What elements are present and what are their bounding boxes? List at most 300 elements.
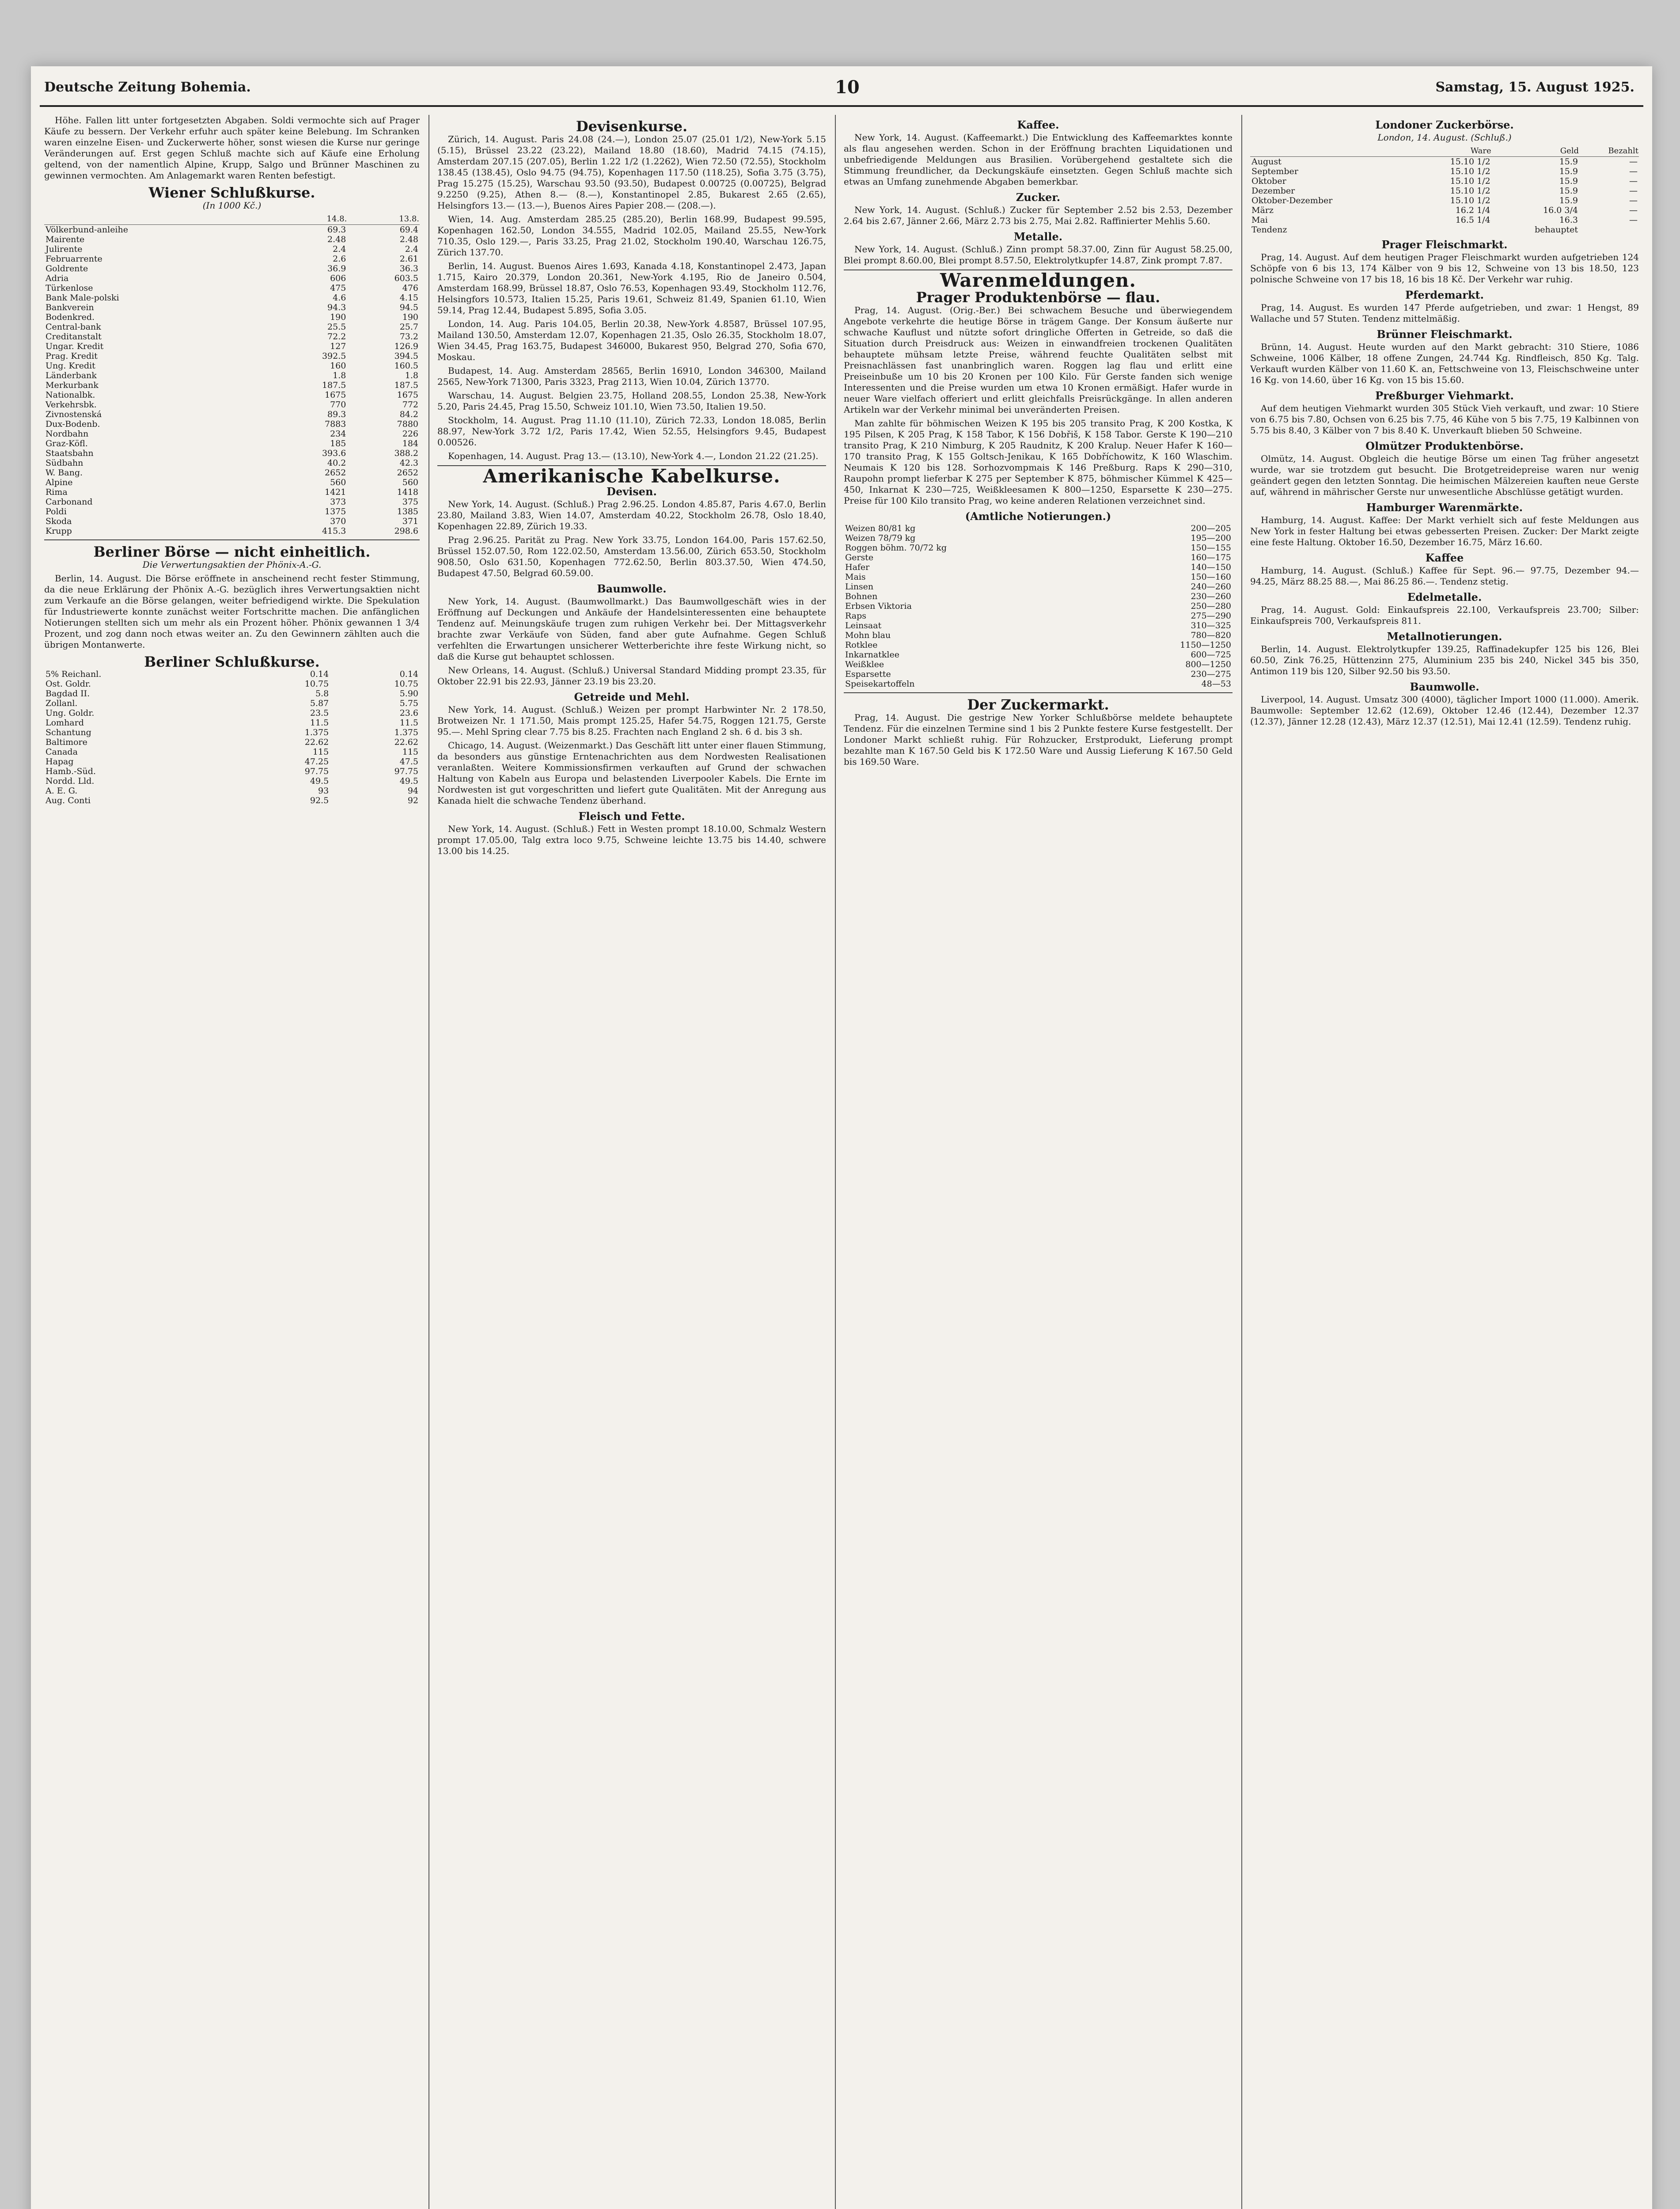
row-label: Bank Male-polski — [46, 293, 119, 303]
new-orleans-text: New Orleans, 14. August. (Schluß.) Universal Standard Midding prompt 23.35, für Oktober 22.91 bis 22.93, Jänner 23.19 bis 23.20. — [437, 665, 826, 687]
notierung-row — [844, 543, 1233, 553]
header-rule — [40, 105, 1643, 107]
row-value: 375 — [402, 497, 418, 507]
londoner-zucker-row — [1250, 176, 1639, 186]
row-value: 187.5 — [394, 380, 418, 390]
wien-quote-row — [44, 507, 420, 516]
zucker-text: New York, 14. August. (Schluß.) Zucker für September 2.52 bis 2.53, Dezember 2.64 bis 2.67, Jänner 2.66, März 2.73 bis 2.75, Mai 2.82. Raffinierter Mehlis 5.60. — [844, 205, 1233, 226]
row-value: 800—1250 — [1185, 660, 1231, 669]
row-label: Mais — [845, 572, 866, 582]
column-rule — [835, 115, 836, 2209]
row-value: — — [1629, 215, 1638, 225]
row-label: Inkarnatklee — [845, 650, 899, 660]
row-label: Prag. Kredit — [46, 351, 98, 361]
wien-col-head: 14.8. — [275, 214, 348, 225]
notierung-row — [844, 592, 1233, 601]
row-value: 250—280 — [1191, 601, 1231, 611]
row-value: 190 — [330, 312, 346, 322]
row-value: 11.5 — [399, 718, 418, 728]
row-label: W. Bang. — [46, 468, 83, 478]
wien-quote-row — [44, 448, 420, 458]
zuckermarkt-title: Der Zuckermarkt. — [967, 696, 1109, 713]
row-label: Merkurbank — [46, 380, 99, 390]
notierung-title: (Amtliche Notierungen.) — [965, 510, 1111, 523]
row-value: 89.3 — [327, 410, 346, 419]
row-value: 1418 — [397, 487, 418, 497]
berlin-quote-row — [44, 757, 420, 767]
row-value: 0.14 — [399, 669, 418, 679]
baumwolle-liverpool-text: Liverpool, 14. August. Umsatz 300 (4000), täglicher Import 1000 (11.000). Amerik. Baumwolle: September 12.62 (12.69), Oktober 12.46 (12.44), Dezember 12.37 (12.37), Jänner 12.28 (12.43), März 12.37 (12.51), Mai 12.41 (12.59). Tendenz ruhig. — [1250, 694, 1639, 727]
berlin-quote-row — [44, 776, 420, 786]
row-value: 23.6 — [399, 708, 418, 718]
berlin-quote-row — [44, 796, 420, 805]
notierung-row — [844, 524, 1233, 533]
notierung-row — [844, 533, 1233, 543]
row-value: 476 — [402, 283, 418, 293]
row-value: 1.8 — [405, 371, 418, 380]
row-label: September — [1251, 167, 1298, 176]
hamburg-title: Hamburger Warenmärkte. — [1366, 501, 1523, 514]
row-label: Speisekartoffeln — [845, 679, 915, 689]
row-value: 373 — [330, 497, 346, 507]
row-value: 97.75 — [394, 767, 418, 776]
notierung-row — [844, 582, 1233, 592]
row-label: Gerste — [845, 553, 874, 562]
row-label: Carbonand — [46, 497, 93, 507]
row-value: — — [1629, 196, 1638, 205]
row-value: 16.0 3/4 — [1543, 205, 1578, 215]
wien-quote-row — [44, 264, 420, 273]
row-label: Verkehrsbk. — [46, 400, 97, 410]
wien-subtitle: (In 1000 Kč.) — [202, 200, 262, 211]
devisen-paragraph: Zürich, 14. August. Paris 24.08 (24.—), London 25.07 (25.01 1/2), New-York 5.15 (5.15), Brüssel 23.22 (23.22), Mailand 18.80 (18.60), Madrid 74.15 (74.15), Amsterdam 207.15 (207.05), Berlin 1.22 1/2 (1.2262), Wien 72.50 (72.55), Stockholm 138.45 (138.45), Oslo 94.75 (94.75), Kopenhagen 117.50 (118.25), Sofia 3.75 (3.75), Prag 15.275 (15.25), Warschau 93.50 (93.50), Budapest 0.00725 (0.00725), Belgrad 9.2250 (9.25), Athen 8.— (8.—), Konstantinopel 2.85, Bukarest 2.65 (2.65), Helsingfors 13.— (13.—), Buenos Aires Papier 208.— (208.—). — [437, 134, 826, 211]
row-label: Lomhard — [46, 718, 84, 728]
row-value: 560 — [330, 478, 346, 487]
zuckermarkt-text: Prag, 14. August. Die gestrige New Yorker Schlußbörse meldete behauptete Tendenz. Für die einzelnen Termine sind 1 bis 2 Punkte festere Kurse festgestellt. Der Londoner Markt schließt ruhig. Für Rohzucker, Erstprodukt, Lieferung prompt bezahlte man K 167.50 Geld bis K 172.50 Ware und Aussig Lieferung K 167.50 Geld bis 169.50 Ware. — [844, 712, 1233, 767]
devisen-paragraph: Wien, 14. Aug. Amsterdam 285.25 (285.20), Berlin 168.99, Budapest 99.595, Kopenhagen 162.50, London 34.555, Madrid 102.05, Mailand 25.55, New-York 710.35, Oslo 129.—, Paris 33.25, Prag 21.02, Stockholm 190.40, Warschau 126.75, Zürich 137.70. — [437, 214, 826, 258]
row-label: Februarrente — [46, 254, 102, 264]
fleisch-head: Fleisch und Fette. — [578, 810, 685, 823]
notierung-row — [844, 572, 1233, 582]
row-label: Rima — [46, 487, 68, 497]
row-value: 2.4 — [333, 244, 346, 254]
row-value: 72.2 — [327, 332, 346, 342]
devisen-paragraph: London, 14. Aug. Paris 104.05, Berlin 20.38, New-York 4.8587, Brüssel 107.95, Mailand 130.50, Amsterdam 12.07, Kopenhagen 21.35, Oslo 26.35, Stockholm 18.07, Wien 34.45, Prag 163.75, Budapest 346000, Bukarest 950, Belgrad 270, Sofia 670, Moskau. — [437, 319, 826, 362]
row-label: Oktober-Dezember — [1251, 196, 1333, 205]
wien-quote-row — [44, 283, 420, 293]
row-value: 187.5 — [322, 380, 346, 390]
row-value: 36.9 — [327, 264, 346, 273]
berlin-quote-row — [44, 718, 420, 728]
row-label: Hapag — [46, 757, 74, 767]
row-value: 1.375 — [304, 728, 329, 737]
kaffee-text: New York, 14. August. (Kaffeemarkt.) Die Entwicklung des Kaffeemarktes konnte als flau angesehen werden. Schon in der Eröffnung brachten Liquidationen und unbefriedigende Meldungen aus Brasilien. Vorübergehend gestaltete sich die Stimmung freundlicher, da Deckungskäufe einsetzten. Gegen Schluß machte sich etwas an Umfang zunehmende Abgaben bemerkbar. — [844, 132, 1233, 187]
notierung-row — [844, 621, 1233, 630]
row-label: Nordbahn — [46, 429, 89, 439]
row-value: 150—155 — [1191, 543, 1231, 553]
column-4 — [1250, 115, 1639, 2209]
row-value: 4.6 — [333, 293, 346, 303]
row-value: 772 — [402, 400, 418, 410]
row-label: Südbahn — [46, 458, 83, 468]
row-value: 69.4 — [399, 225, 418, 235]
row-value: 603.5 — [394, 273, 418, 283]
wien-quote-row — [44, 342, 420, 351]
row-label: Zollanl. — [46, 698, 78, 708]
row-value: 370 — [330, 516, 346, 526]
berlin-title: Berliner Börse — nicht einheitlich. — [93, 543, 371, 560]
row-value: 190 — [402, 312, 418, 322]
notierung-row — [844, 562, 1233, 572]
row-value: 25.7 — [399, 322, 418, 332]
row-value: 0.14 — [310, 669, 329, 679]
berlin-table — [44, 669, 420, 805]
pferdemarkt-title: Pferdemarkt. — [1405, 288, 1484, 301]
row-value: 2.48 — [327, 235, 346, 244]
row-label: Mohn blau — [845, 630, 891, 640]
row-label: Schantung — [46, 728, 91, 737]
row-label: Linsen — [845, 582, 874, 592]
row-value: 184 — [402, 439, 418, 448]
berlin-close-title: Berliner Schlußkurse. — [144, 653, 320, 670]
baumwolle-title: Baumwolle. — [1410, 680, 1479, 693]
row-label: Canada — [46, 747, 78, 757]
metalle-head: Metalle. — [1013, 230, 1063, 243]
fleischmarkt-title: Prager Fleischmarkt. — [1381, 238, 1508, 251]
row-label: Mai — [1251, 215, 1268, 225]
row-label: Alpine — [46, 478, 73, 487]
row-value: 47.5 — [399, 757, 418, 767]
berlin-quote-row — [44, 708, 420, 718]
column-2 — [437, 115, 826, 2209]
row-label: Türkenlose — [46, 283, 93, 293]
notierung-row — [844, 640, 1233, 650]
baumwolle-text: New York, 14. August. (Baumwollmarkt.) Das Baumwollgeschäft wies in der Eröffnung auf Deckungen und Ankäufe der Handelsinteressenten eine behauptete Tendenz auf. Meinungskäufe trugen zum ruhigen Verkehr bei. Der Mittagsverkehr brachte zwar Verkäufe von Süden, fand aber gute Aufnahme. Gegen Schluß verfehlten die Erwartungen unsicherer Wetterberichte ihre feste Wirkung nicht, so daß die Kurse gut behauptet schlossen. — [437, 596, 826, 662]
warenmeldungen-title: Warenmeldungen. — [940, 269, 1136, 291]
edelmetalle-text: Prag, 14. August. Gold: Einkaufspreis 22.100, Verkaufspreis 23.700; Silber: Einkaufspreis 700, Verkaufspreis 811. — [1250, 604, 1639, 626]
row-value: 475 — [330, 283, 346, 293]
row-value: 115 — [312, 747, 329, 757]
wien-quote-row — [44, 312, 420, 322]
row-label: Esparsette — [845, 669, 891, 679]
amk-devisen-head: Devisen. — [607, 485, 657, 498]
row-value: 560 — [402, 478, 418, 487]
devisen-paragraph: Stockholm, 14. August. Prag 11.10 (11.10), Zürich 72.33, London 18.085, Berlin 88.97, New-York 3.72 1/2, Paris 17.42, Wien 52.55, Helsingfors 9.45, Budapest 0.00526. — [437, 415, 826, 448]
row-value: 371 — [402, 516, 418, 526]
row-value: 127 — [330, 342, 346, 351]
londoner-zucker-row — [1250, 157, 1639, 167]
row-value: 15.10 1/2 — [1450, 176, 1490, 186]
row-label: Zivnostenská — [46, 410, 102, 419]
row-value: 49.5 — [310, 776, 329, 786]
row-value: 160.5 — [394, 361, 418, 371]
metallnotierungen-title: Metallnotierungen. — [1387, 630, 1502, 643]
wien-quote-row — [44, 487, 420, 497]
wien-quote-row — [44, 478, 420, 487]
berlin-quote-row — [44, 767, 420, 776]
row-value: 226 — [402, 429, 418, 439]
market-intro: Höhe. Fallen litt unter fortgesetzten Abgaben. Soldi vermochte sich auf Prager Käufe zu bessern. Der Verkehr erfuhr auch später keine Belebung. Im Schranken waren einzelne Eisen- und Zuckerwerte höher, sonst wiesen die Kurse nur geringe Veränderungen auf. Erst gegen Schluß machte sich auf Käufe eine Erholung geltend, von der namentlich Alpine, Krupp, Salgo und Brünner Maschinen zu gewinnen vermochten. Am Anlagemarkt waren Renten befestigt. — [44, 115, 420, 181]
row-value: 7880 — [397, 419, 418, 429]
row-label: Central-bank — [46, 322, 101, 332]
row-label: Krupp — [46, 526, 72, 536]
lz-col-head: Geld — [1492, 146, 1579, 157]
row-value — [1410, 225, 1491, 235]
column-1 — [44, 115, 420, 2209]
fleischmarkt-text: Prag, 14. August. Auf dem heutigen Prager Fleischmarkt wurden aufgetrieben 124 Schöpfe von 6 bis 13, 174 Kälber von 9 bis 12, Schweine von 13 bis 18.50, 123 polnische Schweine von 17 bis 18, 16 bis 18 Kč. Der Verkehr war ruhig. — [1250, 252, 1639, 285]
notierung-table — [844, 524, 1233, 689]
berlin-quote-row — [44, 679, 420, 689]
row-label: Völkerbund-anleihe — [46, 225, 128, 235]
kaffee-title: Kaffee — [1425, 551, 1464, 564]
notierung-row — [844, 669, 1233, 679]
row-label: Adria — [46, 273, 69, 283]
newspaper-page — [31, 66, 1652, 2209]
row-value: 84.2 — [399, 410, 418, 419]
wien-quote-row — [44, 390, 420, 400]
edelmetalle-title: Edelmetalle. — [1407, 591, 1482, 603]
produkten-paragraph: Man zahlte für böhmischen Weizen K 195 bis 205 transito Prag, K 200 Kostka, K 195 Pilsen, K 205 Prag, K 158 Tabor, K 156 Dobřiš, K 158 Tabor. Gerste K 190—210 transito Prag, K 210 Nimburg, K 205 Raudnitz, K 200 Kralup. Neuer Hafer K 160—170 transito Prag, K 155 Goltsch-Jenikau, K 165 Dobříchowitz, K 160 Wlaschim. Neumais K 120 bis 128. Sorhozvompmais K 146 Preßburg. Raps K 290—310, Raupohn prompt lieferbar K 275 per September K 875, böhmischer Kümmel K 425—450, Inkarnat K 230—725, Weißkleesamen K 800—1250, Esparsette K 230—275. Preise für 100 Kilo transito Prag, wo keine anderen Relationen verzeichnet sind. — [844, 418, 1233, 506]
row-value: 48—53 — [1201, 679, 1231, 689]
row-value: 115 — [402, 747, 418, 757]
row-label: Julirente — [46, 244, 83, 254]
berlin-text: Berlin, 14. August. Die Börse eröffnete in anscheinend recht fester Stimmung, da die neue Erklärung der Phönix A.-G. bezüglich ihres Verwertungsaktien nicht zum Verkaufe an die Börse gelangen, weiter befriedigend wirkte. Die Spekulation für Industriewerte konnte zunächst weiter Fortschritte machen. Die anfänglichen Notierungen stellten sich um mehr als ein Prozent höher. Phönix gewannen 1 3/4 Prozent, und zog dann noch etwas weiter an. Zu den Gewinnern zählten auch die übrigen Montanwerte. — [44, 573, 420, 650]
londoner-zucker-row — [1250, 225, 1639, 235]
notierung-row — [844, 601, 1233, 611]
row-label: Erbsen Viktoria — [845, 601, 912, 611]
row-value: 42.3 — [399, 458, 418, 468]
row-value: 49.5 — [399, 776, 418, 786]
row-value: 73.2 — [399, 332, 418, 342]
row-label: Bankverein — [46, 303, 94, 312]
row-value: 5.90 — [399, 689, 418, 698]
row-label: Bodenkred. — [46, 312, 95, 322]
row-value: 1385 — [397, 507, 418, 516]
wien-col-head: 13.8. — [347, 214, 420, 225]
row-label: Graz-Köfl. — [46, 439, 88, 448]
olmuetz-title: Olmützer Produktenbörse. — [1365, 440, 1524, 452]
pressburg-text: Auf dem heutigen Viehmarkt wurden 305 Stück Vieh verkauft, und zwar: 10 Stiere von 6.75 bis 7.80, Ochsen von 6.25 bis 7.75, 46 Kühe von 5 bis 7.75, 19 Kalbinnen von 5.75 bis 8.40, 3 Kälber von 7 bis 8.40 K. Unverkauft blieben 50 Schweine. — [1250, 403, 1639, 436]
row-value: 185 — [330, 439, 346, 448]
wien-quote-row — [44, 273, 420, 283]
issue-date: Samstag, 15. August 1925. — [1435, 80, 1634, 95]
wien-quote-row — [44, 458, 420, 468]
row-value: 2.6 — [333, 254, 346, 264]
row-value: 69.3 — [327, 225, 346, 235]
amk-paragraph: Prag 2.96.25. Parität zu Prag. New York 33.75, London 164.00, Paris 157.62.50, Brüssel 152.07.50, Rom 122.02.50, Amsterdam 13.56.00, Zürich 653.50, Stockholm 908.50, Oslo 631.50, Kopenhagen 772.62.50, Berlin 803.37.50, Wien 474.50, Budapest 47.50, Belgrad 60.59.00. — [437, 535, 826, 578]
row-value: 140—150 — [1191, 562, 1231, 572]
row-value: 16.2 1/4 — [1455, 205, 1490, 215]
row-label: August — [1251, 157, 1282, 167]
row-label: Oktober — [1251, 176, 1286, 186]
row-value: 393.6 — [322, 448, 346, 458]
row-label: Weizen 80/81 kg — [845, 524, 916, 533]
berlin-quote-row — [44, 786, 420, 796]
row-value: 600—725 — [1191, 650, 1231, 660]
row-value: 16.5 1/4 — [1455, 215, 1490, 225]
row-value: 160 — [330, 361, 346, 371]
kaffee-hamburg-text: Hamburg, 14. August. (Schluß.) Kaffee für Sept. 96.— 97.75, Dezember 94.— 94.25, März 88.25 88.—, Mai 86.25 86.—. Tendenz stetig. — [1250, 565, 1639, 587]
berlin-quote-row — [44, 669, 420, 679]
row-label: Creditanstalt — [46, 332, 102, 342]
hamburg-text: Hamburg, 14. August. Kaffee: Der Markt verhielt sich auf feste Meldungen aus New York in fester Haltung bei etwas gebesserten Preisen. Zucker: Der Markt zeigte eine feste Haltung. Oktober 16.50, Dezember 16.75, März 16.60. — [1250, 515, 1639, 547]
row-value: 240—260 — [1191, 582, 1231, 592]
row-value: 1675 — [325, 390, 346, 400]
row-value: 23.5 — [310, 708, 329, 718]
row-label: Dux-Bodenb. — [46, 419, 100, 429]
row-value: 2652 — [397, 468, 418, 478]
berlin-quote-row — [44, 747, 420, 757]
row-label: Skoda — [46, 516, 72, 526]
row-value: 126.9 — [394, 342, 418, 351]
getreide-text: New York, 14. August. (Schluß.) Weizen per prompt Harbwinter Nr. 2 178.50, Brotweizen Nr. 1 171.50, Mais prompt 125.25, Hafer 54.75, Roggen 121.75, Gerste 95.—. Mehl Spring clear 7.75 bis 8.25. Frachten nach England 2 sh. 6 d. bis 3 sh. — [437, 704, 826, 737]
lz-col-head: Ware — [1410, 146, 1491, 157]
wien-quote-row — [44, 380, 420, 390]
row-label: Ost. Goldr. — [46, 679, 91, 689]
row-label: Tendenz — [1251, 225, 1287, 235]
londoner-zucker-title: Londoner Zuckerbörse. — [1375, 118, 1514, 131]
row-label: Mairente — [46, 235, 85, 244]
row-value: 1421 — [325, 487, 346, 497]
row-value: 1.8 — [333, 371, 346, 380]
amk-paragraph: New York, 14. August. (Schluß.) Prag 2.96.25. London 4.85.87, Paris 4.67.0, Berlin 23.80, Mailand 3.83, Wien 14.07, Amsterdam 40.22, Stockholm 26.78, Oslo 18.40, Kopenhagen 22.89, Zürich 19.33. — [437, 499, 826, 531]
wien-quote-row — [44, 526, 420, 536]
wien-quote-row — [44, 516, 420, 526]
wien-quote-row — [44, 371, 420, 380]
row-value: 22.62 — [304, 737, 329, 747]
row-value: — — [1629, 186, 1638, 196]
wien-quote-row — [44, 419, 420, 429]
berlin-quote-row — [44, 689, 420, 698]
wien-table — [44, 214, 420, 536]
row-value: 1675 — [397, 390, 418, 400]
bruenn-text: Brünn, 14. August. Heute wurden auf den Markt gebracht: 310 Stiere, 1086 Schweine, 1006 Kälber, 18 offene Zungen, 24.744 Kg. Rindfleisch, 850 Kg. Talg. Verkauft wurden Kälber von 11.60 K. an, Fettschweine von 13, Fleischschweine unter 16 Kg. von 14.60, über 16 Kg. von 15 bis 15.60. — [1250, 342, 1639, 385]
wien-quote-row — [44, 332, 420, 342]
devisen-paragraph: Berlin, 14. August. Buenos Aires 1.693, Kanada 4.18, Konstantinopel 2.473, Japan 1.715, Kairo 20.379, London 20.361, New-York 4.195, Rio de Janeiro 0.504, Amsterdam 168.99, Brüssel 18.87, Oslo 76.53, Kopenhagen 93.49, Stockholm 112.76, Helsingfors 10.573, Italien 15.25, Paris 19.61, Schweiz 81.49, Spanien 61.10, Wien 59.14, Prag 12.44, Budapest 5.895, Sofia 3.05. — [437, 261, 826, 315]
row-value: — — [1629, 205, 1638, 215]
masthead: Deutsche Zeitung Bohemia. — [44, 80, 251, 95]
row-value: 93 — [318, 786, 329, 796]
row-value: 15.10 1/2 — [1450, 157, 1490, 167]
wien-quote-row — [44, 351, 420, 361]
kaffee-head: Kaffee. — [1017, 118, 1059, 131]
row-value: 230—260 — [1191, 592, 1231, 601]
wien-quote-row — [44, 322, 420, 332]
baumwolle-head: Baumwolle. — [597, 582, 667, 595]
row-label: Weißklee — [845, 660, 884, 669]
londoner-zucker-row — [1250, 205, 1639, 215]
row-value: 392.5 — [322, 351, 346, 361]
notierung-row — [844, 630, 1233, 640]
fleisch-text: New York, 14. August. (Schluß.) Fett in Westen prompt 18.10.00, Schmalz Western prompt 17.05.00, Talg extra loco 9.75, Schweine leichte 13.75 bis 14.40, schwere 13.00 bis 14.25. — [437, 824, 826, 856]
wien-quote-row — [44, 439, 420, 448]
row-label: Hafer — [845, 562, 870, 572]
row-value: 2652 — [325, 468, 346, 478]
row-value: 36.3 — [399, 264, 418, 273]
row-value: 10.75 — [304, 679, 329, 689]
londoner-zucker-row — [1250, 186, 1639, 196]
row-value: 10.75 — [394, 679, 418, 689]
wien-quote-row — [44, 468, 420, 478]
lz-col-head: Bezahlt — [1579, 146, 1639, 157]
londoner-zucker-sub: London, 14. August. (Schluß.) — [1377, 132, 1512, 143]
row-value: 94.5 — [399, 303, 418, 312]
wien-quote-row — [44, 254, 420, 264]
row-value: 7883 — [325, 419, 346, 429]
row-label: Poldi — [46, 507, 67, 516]
row-value: behauptet — [1535, 225, 1578, 235]
produktenboerse-title: Prager Produktenbörse — flau. — [916, 289, 1160, 306]
row-label: Weizen 78/79 kg — [845, 533, 916, 543]
row-label: 5% Reichanl. — [46, 669, 102, 679]
metallnotierungen-text: Berlin, 14. August. Elektrolytkupfer 139.25, Raffinadekupfer 125 bis 126, Blei 60.50, Zink 76.25, Hüttenzinn 275, Aluminium 235 bis 240, Nickel 345 bis 350, Antimon 119 bis 120, Silber 92.50 bis 93.50. — [1250, 644, 1639, 676]
amk-title: Amerikanische Kabelkurse. — [483, 465, 781, 487]
row-value: 415.3 — [322, 526, 346, 536]
row-label: Bagdad II. — [46, 689, 90, 698]
row-label: Aug. Conti — [46, 796, 91, 805]
row-value: 15.10 1/2 — [1450, 167, 1490, 176]
row-label: Rotklee — [845, 640, 878, 650]
berlin-quote-row — [44, 737, 420, 747]
row-label: Nordd. Lld. — [46, 776, 95, 786]
row-value: 15.9 — [1559, 157, 1578, 167]
chicago-text: Chicago, 14. August. (Weizenmarkt.) Das Geschäft litt unter einer flauen Stimmung, da besonders aus günstige Erntenachrichten aus dem Nordwesten Realisationen veranlaßten. Weitere Kommissionsfirmen verkauften auf Grund der schwachen Haltung von Kabeln aus Europa und belastenden Liverpooler Kabels. Die Ernte im Nordwesten ist gut vorgeschritten und liefert gute Qualitäten. Mit der Anregung aus Kanada hielt die schwache Tendenz überhand. — [437, 740, 826, 806]
berlin-quote-row — [44, 728, 420, 737]
row-value: 15.9 — [1559, 176, 1578, 186]
row-value: 2.61 — [399, 254, 418, 264]
wien-quote-row — [44, 244, 420, 254]
pferdemarkt-text: Prag, 14. August. Es wurden 147 Pferde aufgetrieben, und zwar: 1 Hengst, 89 Wallache und 57 Stuten. Tendenz mittelmäßig. — [1250, 302, 1639, 324]
row-value: 5.8 — [315, 689, 329, 698]
row-label: Baltimore — [46, 737, 87, 747]
row-label: Ung. Kredit — [46, 361, 95, 371]
notierung-row — [844, 611, 1233, 621]
row-label: A. E. G. — [46, 786, 78, 796]
row-value: 298.6 — [394, 526, 418, 536]
page-header — [31, 77, 1652, 102]
devisen-paragraph: Budapest, 14. Aug. Amsterdam 28565, Berlin 16910, London 346300, Mailand 2565, New-York 71300, Paris 3323, Prag 2113, Wien 10.04, Zürich 13770. — [437, 365, 826, 387]
row-value: 1375 — [325, 507, 346, 516]
wien-quote-row — [44, 497, 420, 507]
wien-quote-row — [44, 225, 420, 235]
row-value: 150—160 — [1191, 572, 1231, 582]
devisen-paragraph: Kopenhagen, 14. August. Prag 13.— (13.10), New-York 4.—, London 21.22 (21.25). — [448, 451, 819, 461]
metalle-text: New York, 14. August. (Schluß.) Zinn prompt 58.37.00, Zinn für August 58.25.00, Blei prompt 8.60.00, Blei prompt 8.57.50, Elektrolytkupfer 14.87, Zink prompt 7.87. — [844, 244, 1233, 266]
notierung-row — [844, 650, 1233, 660]
row-value: 22.62 — [394, 737, 418, 747]
londoner-zucker-table — [1250, 146, 1639, 235]
devisen-paragraph: Warschau, 14. August. Belgien 23.75, Holland 208.55, London 25.38, New-York 5.20, Paris 24.45, Prag 15.50, Schweiz 101.10, Wien 73.50, Italien 19.50. — [437, 390, 826, 412]
row-value: 200—205 — [1191, 524, 1231, 533]
berlin-quote-row — [44, 698, 420, 708]
row-label: Leinsaat — [845, 621, 882, 630]
column-3 — [844, 115, 1233, 2209]
row-value: 394.5 — [394, 351, 418, 361]
row-label: Dezember — [1251, 186, 1295, 196]
row-value: 25.5 — [327, 322, 346, 332]
row-value: 770 — [330, 400, 346, 410]
row-value: 2.4 — [405, 244, 418, 254]
pressburg-title: Preßburger Viehmarkt. — [1375, 389, 1514, 402]
row-value: — — [1629, 157, 1638, 167]
row-label: März — [1251, 205, 1274, 215]
notierung-row — [844, 660, 1233, 669]
row-value: 92.5 — [310, 796, 329, 805]
row-value: 5.75 — [399, 698, 418, 708]
row-value: 1150—1250 — [1180, 640, 1231, 650]
row-value: — — [1629, 176, 1638, 186]
notierung-row — [844, 679, 1233, 689]
